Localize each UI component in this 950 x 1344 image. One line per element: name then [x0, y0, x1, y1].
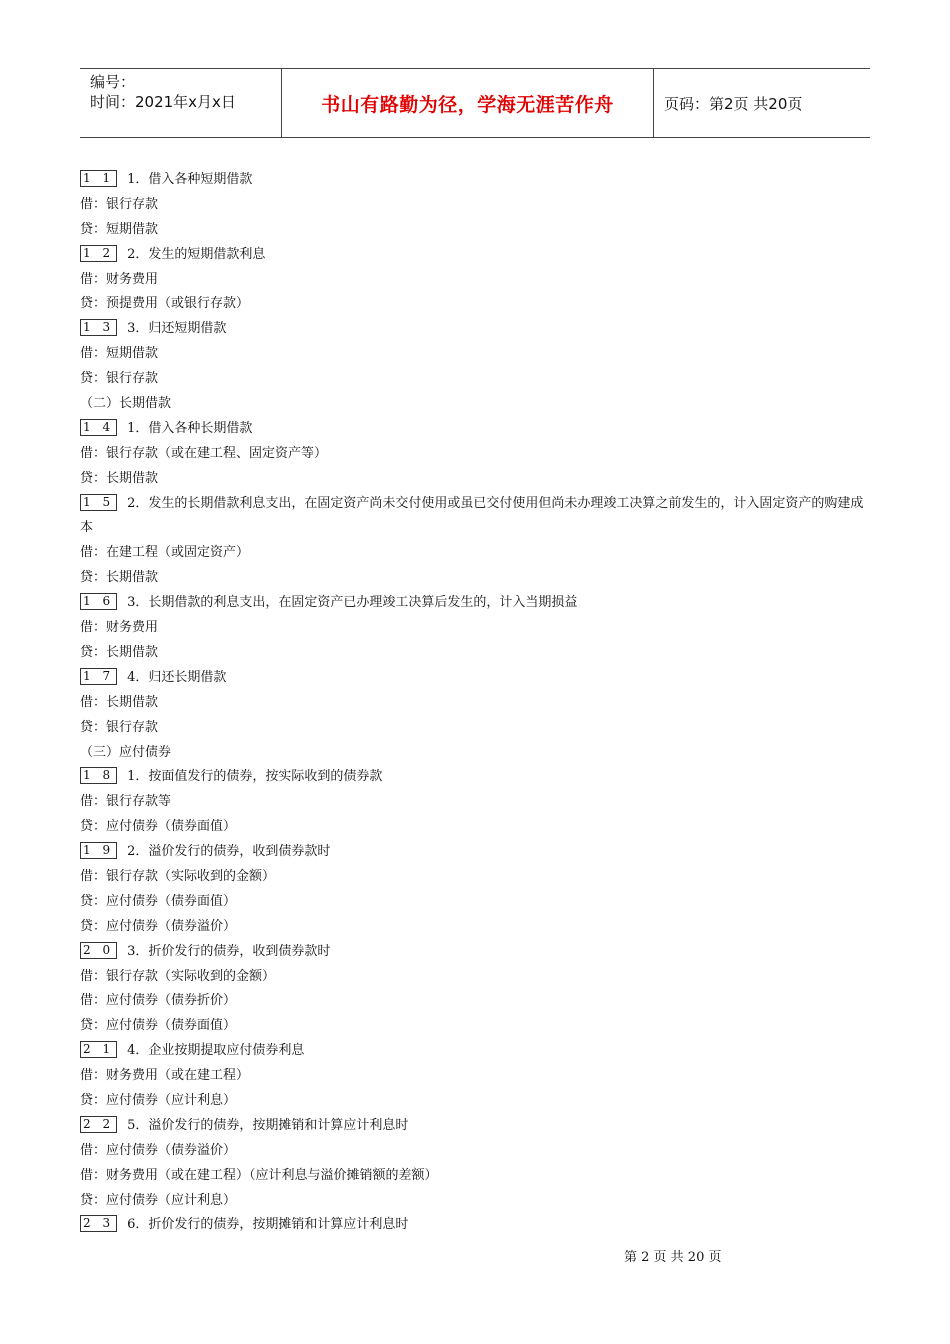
- text-line: [80, 1164, 870, 1189]
- line-text: 贷：预提费用（或银行存款）: [80, 296, 250, 312]
- line-text: 借：银行存款（实际收到的金额）: [80, 868, 276, 884]
- text-line: [80, 218, 870, 243]
- line-text: 借：应付债券（债券溢价）: [80, 1142, 237, 1158]
- header-motto: 书山有路勤为径，学海无涯苦作舟: [282, 69, 654, 137]
- text-line: [80, 193, 870, 218]
- line-text: 4．企业按期提取应付债券利息: [127, 1043, 305, 1059]
- entry-number-box: 1 9: [80, 842, 117, 859]
- line-text: 借：在建工程（或固定资产）: [80, 545, 250, 561]
- text-line: [80, 367, 870, 392]
- numbered-entry: [80, 765, 870, 790]
- numbered-entry: [80, 243, 870, 268]
- entry-number-box: 2 3: [80, 1215, 117, 1232]
- text-line: [80, 865, 870, 890]
- entry-number-box: 1 8: [80, 767, 117, 784]
- entry-number-box: 1 5: [80, 494, 117, 511]
- line-text: 2．发生的长期借款利息支出，在固定资产尚未交付使用或虽已交付使用但尚未办理竣工决算之前发生的，计入固定资产的购建成本: [80, 495, 864, 536]
- header-meta: [80, 69, 282, 137]
- text-line: [80, 1139, 870, 1164]
- line-text: 借：银行存款（实际收到的金额）: [80, 968, 276, 984]
- line-text: 6．折价发行的债券，按期摊销和计算应计利息时: [127, 1217, 409, 1233]
- numbered-entry: [80, 317, 870, 342]
- line-text: 贷：长期借款: [80, 470, 159, 486]
- numbered-entry: [80, 840, 870, 865]
- text-line: [80, 915, 870, 940]
- line-text: 贷：银行存款: [80, 719, 159, 735]
- entry-number-box: 2 0: [80, 942, 117, 959]
- line-text: 借：财务费用: [80, 620, 159, 636]
- text-line: [80, 342, 870, 367]
- line-text: 借：财务费用: [80, 271, 159, 287]
- text-line: [80, 641, 870, 666]
- entry-number-box: 1 2: [80, 245, 117, 262]
- text-line: [80, 467, 870, 492]
- line-text: 借：长期借款: [80, 694, 159, 710]
- entry-number-box: 1 7: [80, 668, 117, 685]
- line-text: 3．归还短期借款: [127, 321, 227, 337]
- text-line: [80, 566, 870, 591]
- line-text: 借：银行存款等: [80, 794, 172, 810]
- text-line: [80, 1189, 870, 1214]
- numbered-entry: [80, 940, 870, 965]
- text-line: [80, 790, 870, 815]
- text-line: [80, 741, 870, 766]
- document-time-label: 时间：2021年x月x日: [90, 93, 236, 111]
- line-text: 借：财务费用（或在建工程）（应计利息与溢价摊销额的差额）: [80, 1167, 438, 1183]
- text-line: [80, 541, 870, 566]
- line-text: 1．按面值发行的债券，按实际收到的债券款: [127, 769, 383, 785]
- text-line: [80, 716, 870, 741]
- entry-number-box: 2 2: [80, 1116, 117, 1133]
- page-header: [80, 68, 870, 138]
- text-line: [80, 691, 870, 716]
- text-line: [80, 292, 870, 317]
- text-line: [80, 1089, 870, 1114]
- entry-number-box: 1 3: [80, 319, 117, 336]
- line-text: 1．借入各种短期借款: [127, 172, 253, 187]
- text-line: [80, 890, 870, 915]
- line-text: 借：财务费用（或在建工程）: [80, 1068, 250, 1084]
- line-text: 2．溢价发行的债券，收到债券款时: [127, 844, 331, 860]
- line-text: 贷：应付债券（债券溢价）: [80, 918, 237, 934]
- numbered-entry: [80, 1039, 870, 1064]
- line-text: 贷：短期借款: [80, 221, 159, 237]
- line-text: 贷：银行存款: [80, 371, 159, 387]
- line-text: （三）应付债券: [80, 744, 172, 760]
- line-text: 贷：应付债券（应计利息）: [80, 1192, 237, 1208]
- line-text: 3．长期借款的利息支出，在固定资产已办理竣工决算后发生的，计入当期损益: [127, 595, 578, 611]
- text-line: [80, 392, 870, 417]
- document-body: [80, 168, 870, 1238]
- line-text: 5．溢价发行的债券，按期摊销和计算应计利息时: [127, 1117, 409, 1133]
- line-text: 贷：应付债券（债券面值）: [80, 819, 237, 835]
- numbered-entry: [80, 1213, 870, 1238]
- entry-number-box: 1 4: [80, 419, 117, 436]
- line-text: 3．折价发行的债券，收到债券款时: [127, 943, 331, 959]
- line-text: 2．发生的短期借款利息: [127, 246, 266, 262]
- entry-number-box: 1 1: [80, 170, 117, 187]
- line-text: 贷：长期借款: [80, 644, 159, 660]
- text-line: [80, 815, 870, 840]
- numbered-entry: [80, 591, 870, 616]
- text-line: [80, 989, 870, 1014]
- entry-number-box: 1 6: [80, 593, 117, 610]
- line-text: 借：银行存款: [80, 196, 159, 212]
- text-line: [80, 1064, 870, 1089]
- numbered-entry: [80, 417, 870, 442]
- header-page-number: 页码：第2页 共20页: [664, 94, 803, 113]
- line-text: （二）长期借款: [80, 396, 172, 412]
- numbered-entry: [80, 168, 870, 193]
- text-line: [80, 1014, 870, 1039]
- line-text: 借：短期借款: [80, 346, 159, 362]
- document-number-label: 编号：: [90, 73, 136, 91]
- line-text: 贷：长期借款: [80, 570, 159, 586]
- line-text: 借：应付债券（债券折价）: [80, 993, 237, 1009]
- page-footer: 第 2 页 共 20 页: [624, 1250, 722, 1265]
- text-line: [80, 268, 870, 293]
- line-text: 贷：应付债券（应计利息）: [80, 1092, 237, 1108]
- text-line: [80, 616, 870, 641]
- line-text: 贷：应付债券（债券面值）: [80, 1018, 237, 1034]
- numbered-entry: [80, 666, 870, 691]
- numbered-entry: [80, 492, 870, 542]
- line-text: 借：银行存款（或在建工程、固定资产等）: [80, 445, 328, 461]
- numbered-entry: [80, 1114, 870, 1139]
- line-text: 1．借入各种长期借款: [127, 420, 253, 436]
- line-text: 4．归还长期借款: [127, 669, 227, 685]
- entry-number-box: 2 1: [80, 1041, 117, 1058]
- text-line: [80, 442, 870, 467]
- line-text: 贷：应付债券（债券面值）: [80, 893, 237, 909]
- text-line: [80, 965, 870, 990]
